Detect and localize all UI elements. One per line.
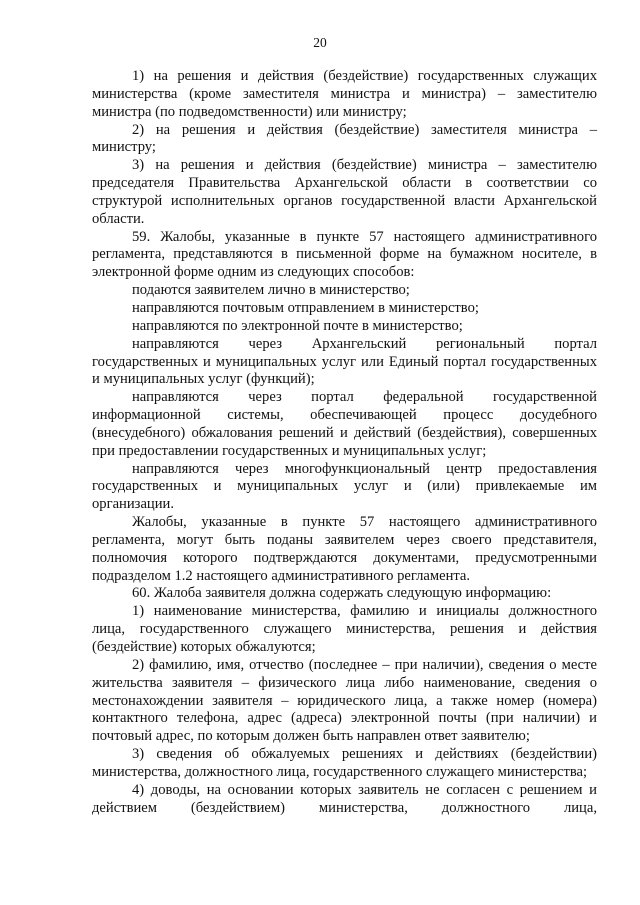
paragraph-clause-60: 60. Жалоба заявителя должна содержать следующую информацию: bbox=[132, 585, 552, 602]
paragraph-method-portals: направляются через Архангельский региональный портал государственных и муниципальных услуг или Единый портал государственных и муниципальных услуг (функций); bbox=[92, 335, 597, 388]
page-number: 20 bbox=[313, 35, 327, 50]
paragraph-appeal-to-deputy-minister: 1) на решения и действия (бездействие) государственных служащих министерства (кроме заместителя министра и министра) – заместителю министра (по подведомственности) или министру; bbox=[92, 68, 597, 120]
paragraph-item-4-arguments: 4) доводы, на основании которых заявитель не согласен с решением и действием (бездействием) министерства, должностного лица, bbox=[92, 781, 597, 816]
paragraph-representative: Жалобы, указанные в пункте 57 настоящего административного регламента, могут быть поданы заявителем через своего представителя, полномочия которого подтверждаются документами, предусмотренными подразделом 1.2 настоящего административного регламента. bbox=[92, 514, 597, 584]
paragraph-item-3-decisions: 3) сведения об обжалуемых решениях и действиях (бездействии) министерства, должностного лица, государственного служащего министерства; bbox=[92, 746, 597, 780]
paragraph-method-email: направляются по электронной почте в министерство; bbox=[132, 317, 463, 334]
paragraph-item-1-names: 1) наименование министерства, фамилию и инициалы должностного лица, государственного служащего министерства, решения и действия (бездействие) которых обжалуются; bbox=[92, 603, 597, 655]
document-body bbox=[92, 68, 597, 817]
paragraph-method-mfc: направляются через многофункциональный центр предоставления государственных и муниципальных услуг и (или) привлекаемые им организации. bbox=[92, 460, 597, 513]
paragraph-method-post: направляются почтовым отправлением в министерство; bbox=[132, 299, 479, 316]
paragraph-appeal-to-government: 3) на решения и действия (бездействие) министра – заместителю председателя Правительства Архангельской области в соответствии со структурой исполнительных органов государственной власти Архангельской области. bbox=[92, 157, 597, 227]
paragraph-item-2-applicant-info: 2) фамилию, имя, отчество (последнее – при наличии), сведения о месте жительства заявителя – физического лица либо наименование, сведения о местонахождении заявителя – юридического лица, а также номер (номера) контактного телефона, адрес (адреса) электронной почты (при наличии) и почтовый адрес, по которым должен быть направлен ответ заявителю; bbox=[92, 656, 597, 745]
paragraph-clause-59: 59. Жалобы, указанные в пункте 57 настоящего административного регламента, представляются в письменной форме на бумажном носителе, в электронной форме одним из следующих способов: bbox=[92, 228, 597, 281]
paragraph-method-federal-system: направляются через портал федеральной государственной информационной системы, обеспечивающей процесс досудебного (внесудебного) обжалования решений и действий (бездействия), совершенных при предоставлении государственных и муниципальных услуг; bbox=[92, 389, 597, 459]
paragraph-appeal-to-minister: 2) на решения и действия (бездействие) заместителя министра – министру; bbox=[92, 121, 597, 156]
paragraph-method-in-person: подаются заявителем лично в министерство; bbox=[132, 282, 410, 299]
